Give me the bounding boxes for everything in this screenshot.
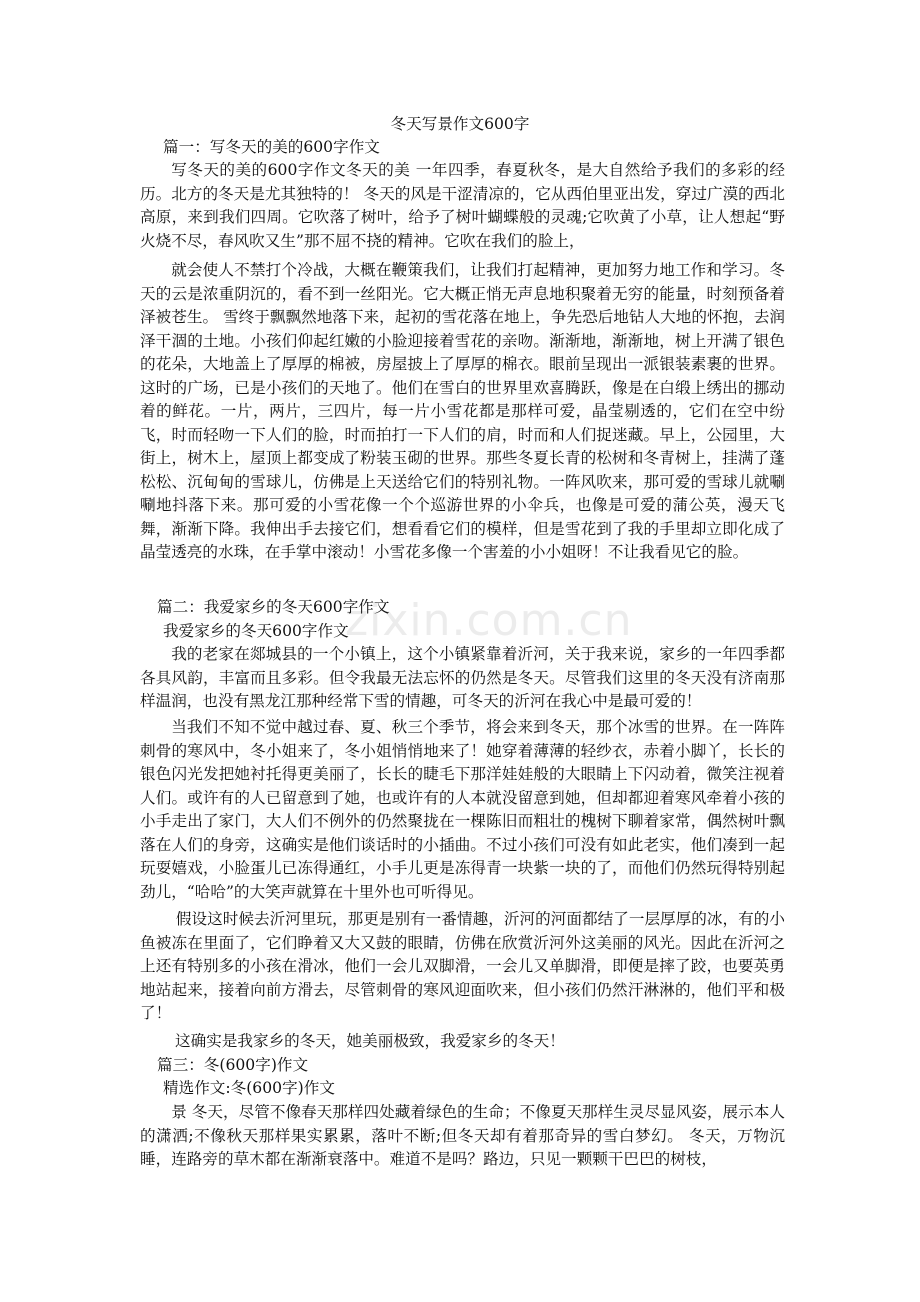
section-2-subtitle: 我爱家乡的冬天600字作文: [163, 622, 349, 640]
section-2-paragraph-1: 我的老家在郯城县的一个小镇上，这个小镇紧靠着沂河，关于我来说，家乡的一年四季都各具风韵，丰富而且多彩。但令我最无法忘怀的仍然是冬天。尽管我们这里的冬天没有济南那样温润，也没有黑龙江那种经常下雪的情趣，可冬天的沂河在我心中是最可爱的！: [140, 645, 785, 710]
section-1-heading: 篇一：写冬天的美的600字作文: [163, 138, 380, 156]
section-2-paragraph-3: 假设这时候去沂河里玩，那更是别有一番情趣，沂河的河面都结了一层厚厚的冰，有的小鱼被冻在里面了，它们睁着又大又鼓的眼睛，仿佛在欣赏沂河外这美丽的风光。因此在沂河之上还有特别多的小孩在滑冰，他们一会儿双脚滑，一会儿又单脚滑，即便是摔了跤，也要英勇地站起来，接着向前方滑去，尽管刺骨的寒风迎面吹来，但小孩们仍然汗淋淋的，他们平和极了！: [140, 910, 785, 1022]
section-2-paragraph-4: 这确实是我家乡的冬天，她美丽极致，我爱家乡的冬天！: [175, 1032, 565, 1050]
section-3-heading: 篇三：冬(600字)作文: [157, 1056, 309, 1074]
section-3-paragraph-1: 景 冬天，尽管不像春天那样四处藏着绿色的生命；不像夏天那样生灵尽显风姿，展示本人的潇洒;不像秋天那样果实累累，落叶不断;但冬天却有着那奇异的雪白梦幻。 冬天，万物沉睡，连路旁的草木都在渐渐衰落中。难道不是吗？路边，只见一颗颗干巴巴的树枝，: [140, 1103, 785, 1168]
section-1-paragraph-2: 就会使人不禁打个冷战，大概在鞭策我们，让我们打起精神，更加努力地工作和学习。冬天的云是浓重阴沉的，看不到一丝阳光。它大概正悄无声息地积聚着无穷的能量，时刻预备着泽被苍生。 雪终于飘飘然地落下来，起初的雪花落在地上，争先恐后地钻人大地的怀抱，去润泽干涸的土地。小孩们仰起红嫩的小脸迎接着雪花的亲吻。渐渐地，渐渐地，树上开满了银色的花朵，大地盖上了厚厚的棉被，房屋披上了厚厚的棉衣。眼前呈现出一派银装素裹的世界。这时的广场，已是小孩们的天地了。他们在雪白的世界里欢喜腾跃，像是在白缎上绣出的挪动着的鲜花。一片，两片，三四片，每一片小雪花都是那样可爱，晶莹剔透的，它们在空中纷飞，时而轻吻一下人们的脸，时而拍打一下人们的肩，时而和人们捉迷藏。早上，公园里，大街上，树木上，屋顶上都变成了粉装玉砌的世界。那些冬夏长青的松树和冬青树上，挂满了蓬松松、沉甸甸的雪球儿，仿佛是上天送给它们的特别礼物。一阵风吹来，那可爱的雪球儿就唰唰地抖落下来。那可爱的小雪花像一个个巡游世界的小伞兵，也像是可爱的蒲公英，漫天飞舞，渐渐下降。我伸出手去接它们，想看看它们的模样，但是雪花到了我的手里却立即化成了晶莹透亮的水珠，在手掌中滚动！小雪花多像一个害羞的小小姐呀！不让我看见它的脸。: [140, 261, 785, 561]
section-2-paragraph-2: 当我们不知不觉中越过春、夏、秋三个季节，将会来到冬天，那个冰雪的世界。在一阵阵刺骨的寒风中，冬小姐来了，冬小姐悄悄地来了！她穿着薄薄的轻纱衣，赤着小脚丫，长长的银色闪光发把她衬托得更美丽了，长长的睫毛下那洋娃娃般的大眼睛上下闪动着，微笑注视着人们。或许有的人已留意到了她，也或许有的人本就没留意到她，但却都迎着寒风牵着小孩的小手走出了家门，大人们不例外的仍然聚拢在一棵陈旧而粗壮的槐树下聊着家常，偶然树叶飘落在人们的身旁，这确实是他们谈话时的小插曲。不过小孩们可没有如此老实，他们凑到一起玩耍嬉戏，小脸蛋儿已冻得通红，小手儿更是冻得青一块紫一块的了，而他们仍然玩得特别起劲儿，“哈哈”的大笑声就算在十里外也可听得见。: [140, 718, 785, 901]
watermark: zixin.com.cn: [345, 595, 633, 646]
section-1-paragraph-1: 写冬天的美的600字作文冬天的美 一年四季，春夏秋冬，是大自然给予我们的多彩的经历。北方的冬天是尤其独特的！ 冬天的风是干涩清凉的，它从西伯里亚出发，穿过广漠的西北高原，来到我们四周。它吹落了树叶，给予了树叶蝴蝶般的灵魂;它吹黄了小草，让人想起“野火烧不尽，春风吹又生”那不屈不挠的精神。它吹在我们的脸上，: [140, 161, 785, 250]
section-2-heading: 篇二：我爱家乡的冬天600字作文: [157, 598, 390, 616]
section-3-subtitle: 精选作文:冬(600字)作文: [163, 1079, 335, 1097]
document-title: 冬天写景作文600字: [390, 115, 530, 133]
